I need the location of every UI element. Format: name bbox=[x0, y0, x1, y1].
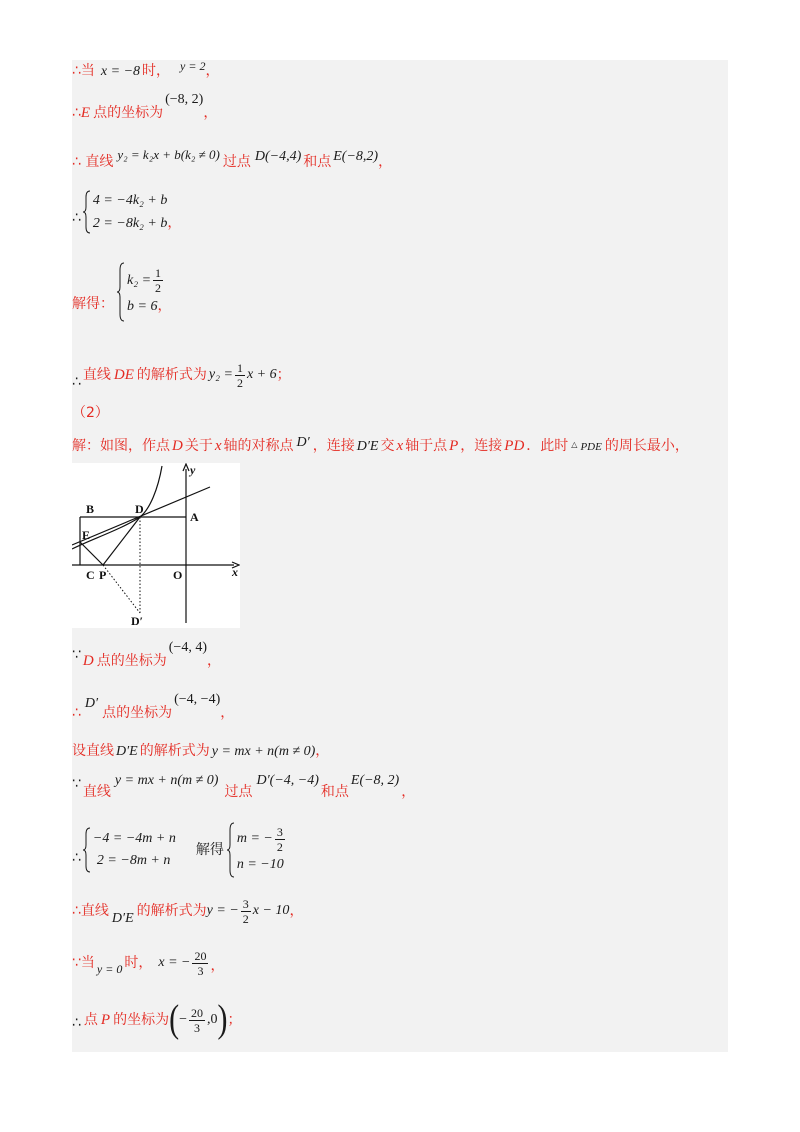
text: 直线 bbox=[82, 784, 111, 800]
text: 的解析式为 bbox=[136, 367, 207, 383]
label-x: x bbox=[232, 565, 238, 579]
text: 轴于点 bbox=[405, 438, 448, 454]
close-paren: ) bbox=[217, 997, 228, 1041]
label-o: O bbox=[173, 568, 183, 582]
numerator: 1 bbox=[155, 266, 162, 280]
coordinate: (−4, −4) bbox=[174, 692, 221, 707]
text: ， bbox=[289, 903, 304, 919]
equation: 4 = −4k₂ + b bbox=[92, 192, 168, 208]
line-10 bbox=[72, 640, 221, 670]
equation-row bbox=[93, 212, 181, 235]
text: 关于 bbox=[184, 438, 213, 454]
label-y: y bbox=[190, 463, 196, 477]
math-expression: x = − bbox=[158, 955, 191, 970]
therefore-symbol: ∴ bbox=[72, 1015, 81, 1031]
axis-label: x bbox=[396, 438, 404, 454]
equation: k₂ = bbox=[127, 272, 152, 288]
equation: 2 = −8m + n bbox=[96, 853, 171, 868]
text: （2） bbox=[72, 405, 109, 421]
denominator: 3 bbox=[197, 963, 204, 978]
math-expression: x = −8 bbox=[100, 64, 141, 79]
equation-group bbox=[93, 828, 176, 872]
label-p: P bbox=[99, 568, 107, 582]
point-label: D bbox=[82, 653, 94, 669]
brace-icon bbox=[82, 827, 91, 873]
text: ∴ 直线 bbox=[72, 154, 114, 170]
text: ， bbox=[315, 743, 330, 759]
text: 和点 bbox=[320, 784, 349, 800]
text: ∴直线 bbox=[72, 903, 109, 919]
text: ， bbox=[378, 154, 393, 170]
point-label: D′ bbox=[84, 696, 99, 711]
fraction bbox=[192, 949, 208, 978]
denominator: 2 bbox=[276, 839, 283, 854]
numerator: 20 bbox=[194, 948, 207, 963]
part-number bbox=[72, 405, 109, 421]
text: 直线 bbox=[82, 367, 111, 383]
equation-group bbox=[93, 190, 181, 235]
text: ∴当 bbox=[72, 63, 95, 79]
text: 的解析式为 bbox=[139, 743, 210, 759]
axis-label: x bbox=[214, 438, 222, 454]
denominator: 3 bbox=[194, 1020, 200, 1035]
math-expression: x + 6 bbox=[246, 367, 277, 382]
line-4-system bbox=[72, 190, 181, 234]
text: 时， bbox=[124, 955, 153, 971]
line-16 bbox=[72, 948, 224, 978]
denominator: 2 bbox=[242, 911, 249, 926]
point-label: D′ bbox=[296, 435, 310, 450]
denominator: 2 bbox=[236, 375, 243, 390]
solution-row bbox=[127, 266, 171, 295]
equation: 2 = −8k₂ + b bbox=[92, 215, 168, 231]
label-d-prime: D′ bbox=[131, 614, 144, 628]
line-name: D′E bbox=[356, 439, 379, 454]
equation: −4 = −4m + n bbox=[92, 831, 176, 846]
text: ， bbox=[210, 958, 225, 974]
fraction bbox=[189, 1006, 205, 1035]
text: 点的坐标为 bbox=[93, 105, 164, 121]
fraction bbox=[241, 897, 251, 926]
math-expression: y = 0 bbox=[96, 962, 123, 976]
text: 设直线 bbox=[72, 743, 114, 759]
equation: n = −10 bbox=[236, 856, 284, 872]
text: ， bbox=[220, 705, 235, 721]
label-a: A bbox=[190, 510, 199, 524]
triangle-symbol: △ bbox=[571, 440, 578, 449]
text: 解得： bbox=[72, 296, 114, 312]
equation: b = 6 bbox=[127, 299, 158, 314]
text: 点的坐标为 bbox=[96, 653, 167, 669]
math-expression: y = − bbox=[206, 903, 239, 918]
equation: m = − bbox=[236, 831, 273, 846]
label-c: C bbox=[86, 568, 95, 582]
fraction bbox=[235, 361, 245, 390]
text: 的周长最小， bbox=[604, 438, 689, 454]
fraction bbox=[275, 825, 285, 854]
text: 的坐标为 bbox=[113, 1012, 170, 1028]
text: ， bbox=[167, 214, 182, 231]
point-label: P bbox=[100, 1012, 111, 1028]
triangle-name: PDE bbox=[580, 441, 602, 453]
text: 时， bbox=[142, 63, 171, 79]
point-label: P bbox=[449, 438, 459, 454]
line-2 bbox=[72, 92, 218, 122]
line-15 bbox=[72, 896, 303, 926]
text: 轴的对称点 bbox=[223, 438, 294, 454]
therefore-symbol: ∴ bbox=[72, 850, 81, 866]
label-b: B bbox=[86, 502, 95, 516]
solution-group bbox=[237, 825, 287, 876]
denominator: 2 bbox=[155, 281, 162, 295]
line-name: D′E bbox=[111, 911, 134, 926]
line-name: DE bbox=[113, 367, 134, 383]
label-e: E bbox=[82, 528, 91, 542]
line-13 bbox=[72, 773, 416, 801]
text: ， bbox=[207, 653, 221, 669]
line-6 bbox=[72, 360, 291, 390]
coordinate: (−4, 4) bbox=[168, 640, 207, 655]
minus-sign: − bbox=[179, 1012, 187, 1027]
math-expression: y = 2 bbox=[180, 59, 206, 73]
numerator: 3 bbox=[242, 896, 249, 911]
math-expression: x − 10 bbox=[252, 903, 290, 918]
brace-icon bbox=[116, 262, 125, 322]
solution-row bbox=[127, 295, 171, 318]
point-coordinate: E(−8, 2) bbox=[350, 773, 400, 788]
solution-row bbox=[237, 825, 287, 854]
line-12 bbox=[72, 743, 329, 760]
therefore-symbol: ∴ bbox=[72, 210, 81, 226]
text: ； bbox=[227, 1012, 242, 1028]
text: 的解析式为 bbox=[136, 903, 207, 919]
fraction bbox=[153, 266, 163, 295]
numerator: 3 bbox=[276, 824, 283, 839]
text: 点 bbox=[83, 1012, 98, 1028]
open-paren: ( bbox=[169, 997, 180, 1041]
numerator: 20 bbox=[191, 1005, 203, 1020]
line-8 bbox=[72, 435, 689, 456]
text: 过点 bbox=[224, 784, 253, 800]
math-expression: y₂ = bbox=[208, 367, 233, 382]
therefore-symbol: ∴ bbox=[72, 105, 81, 121]
line-3 bbox=[72, 147, 393, 171]
line-11 bbox=[72, 692, 235, 722]
line-14 bbox=[72, 822, 287, 878]
text: 交 bbox=[380, 438, 395, 454]
dotted-segment-pd-prime bbox=[103, 565, 140, 613]
math-expression: y = mx + n(m ≠ 0) bbox=[114, 773, 219, 788]
math-expression: y₂ = k₂x + b(k₂ ≠ 0) bbox=[117, 147, 220, 162]
text: ， bbox=[157, 298, 172, 314]
point-label: D bbox=[172, 438, 183, 454]
brace-icon bbox=[226, 822, 235, 878]
text: ，连接 bbox=[312, 438, 355, 454]
math-expression: y = mx + n(m ≠ 0) bbox=[211, 744, 316, 759]
text: ， bbox=[205, 63, 220, 79]
because-symbol: ∵ bbox=[72, 647, 81, 663]
segment-ep bbox=[80, 542, 103, 565]
text: 解：如图，作点 bbox=[72, 438, 170, 454]
text: ； bbox=[276, 367, 291, 383]
segment-label: PD bbox=[504, 438, 525, 454]
point-coordinate: E(−8,2) bbox=[333, 149, 379, 164]
therefore-symbol: ∴ bbox=[72, 705, 81, 721]
text: 和点 bbox=[303, 154, 332, 170]
line-5-solution bbox=[72, 262, 171, 322]
point-coordinate: D(−4,4) bbox=[254, 149, 302, 164]
numerator: 1 bbox=[236, 360, 243, 375]
text: ， bbox=[401, 784, 416, 800]
text: 点的坐标为 bbox=[102, 705, 173, 721]
coordinate-figure bbox=[72, 463, 240, 628]
solve-text: 解得 bbox=[195, 842, 224, 858]
text: ．此时 bbox=[526, 438, 569, 454]
line-17 bbox=[72, 997, 242, 1041]
brace-icon bbox=[82, 190, 91, 234]
text: ， bbox=[203, 105, 218, 121]
coordinate: (−8, 2) bbox=[165, 92, 204, 107]
point-coordinate: D′(−4, −4) bbox=[256, 773, 319, 788]
line-name: D′E bbox=[116, 744, 138, 759]
line-1 bbox=[72, 59, 220, 80]
label-d: D bbox=[135, 502, 144, 516]
text: ∵当 bbox=[72, 955, 95, 971]
text: 过点 bbox=[222, 154, 251, 170]
because-symbol: ∵ bbox=[72, 776, 81, 792]
math-expression: ,0 bbox=[207, 1012, 218, 1027]
solution-group bbox=[127, 266, 171, 318]
point-label: E bbox=[80, 105, 91, 121]
text: ，连接 bbox=[460, 438, 503, 454]
therefore-symbol: ∴ bbox=[72, 374, 81, 390]
